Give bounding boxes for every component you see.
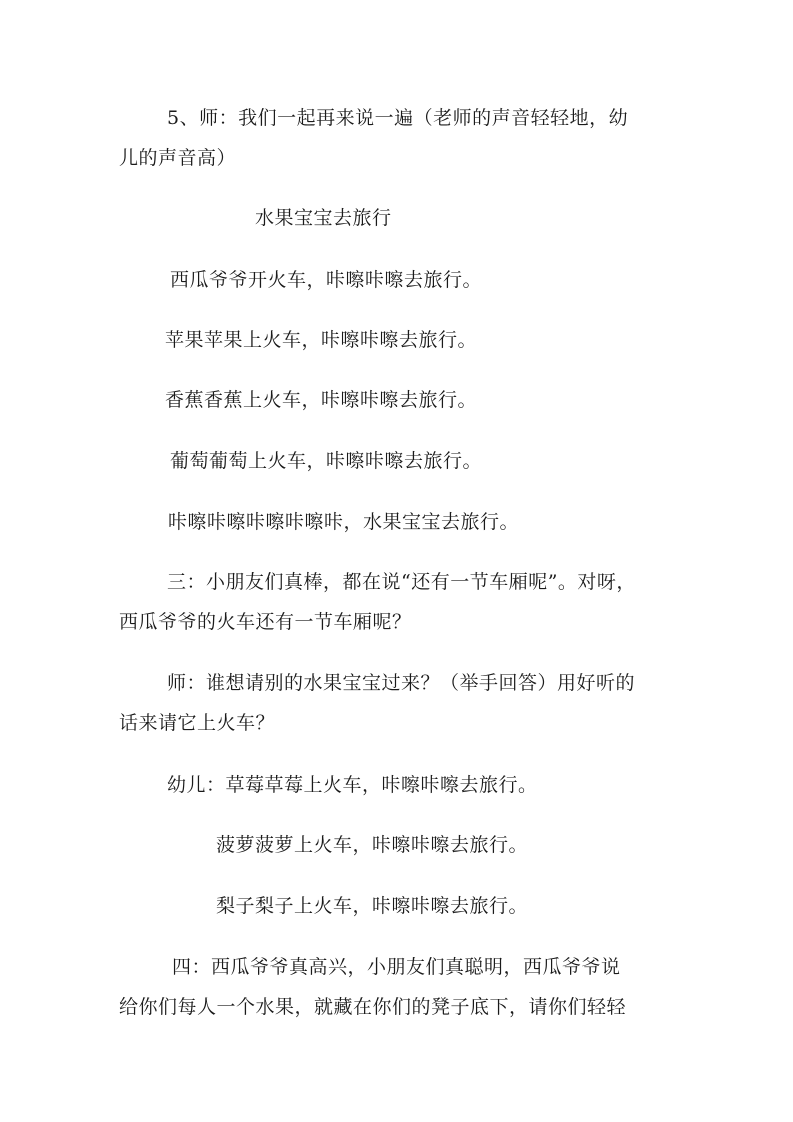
poem-line: 香蕉香蕉上火车，咔嚓咔嚓去旅行。	[165, 389, 478, 411]
poem-title: 水果宝宝去旅行	[255, 207, 392, 229]
poem-line: 咔嚓咔嚓咔嚓咔嚓咔，水果宝宝去旅行。	[168, 511, 520, 533]
dialogue-line: 幼儿：草莓草莓上火车，咔嚓咔嚓去旅行。	[167, 774, 538, 796]
paragraph-line: 5、师：我们一起再来说一遍（老师的声音轻轻地，幼	[167, 107, 629, 129]
dialogue-line: 梨子梨子上火车，咔嚓咔嚓去旅行。	[216, 895, 529, 917]
paragraph-line: 儿的声音高）	[119, 147, 237, 169]
paragraph-line: 西瓜爷爷的火车还有一节车厢呢？	[119, 611, 412, 633]
dialogue-line: 菠萝菠萝上火车，咔嚓咔嚓去旅行。	[216, 834, 529, 856]
paragraph-line: 给你们每人一个水果，就藏在你们的凳子底下，请你们轻轻	[119, 996, 627, 1018]
poem-line: 葡萄葡萄上火车，咔嚓咔嚓去旅行。	[170, 450, 483, 472]
paragraph-line: 话来请它上火车？	[119, 712, 276, 734]
paragraph-line: 三：小朋友们真棒，都在说“还有一节车厢呢”。对呀，	[167, 571, 636, 593]
poem-line: 苹果苹果上火车，咔嚓咔嚓去旅行。	[165, 329, 478, 351]
paragraph-line: 四：西瓜爷爷真高兴，小朋友们真聪明，西瓜爷爷说	[172, 956, 621, 978]
paragraph-line: 师：谁想请别的水果宝宝过来？（举手回答）用好听的	[167, 672, 636, 694]
poem-line: 西瓜爷爷开火车，咔嚓咔嚓去旅行。	[170, 269, 483, 291]
